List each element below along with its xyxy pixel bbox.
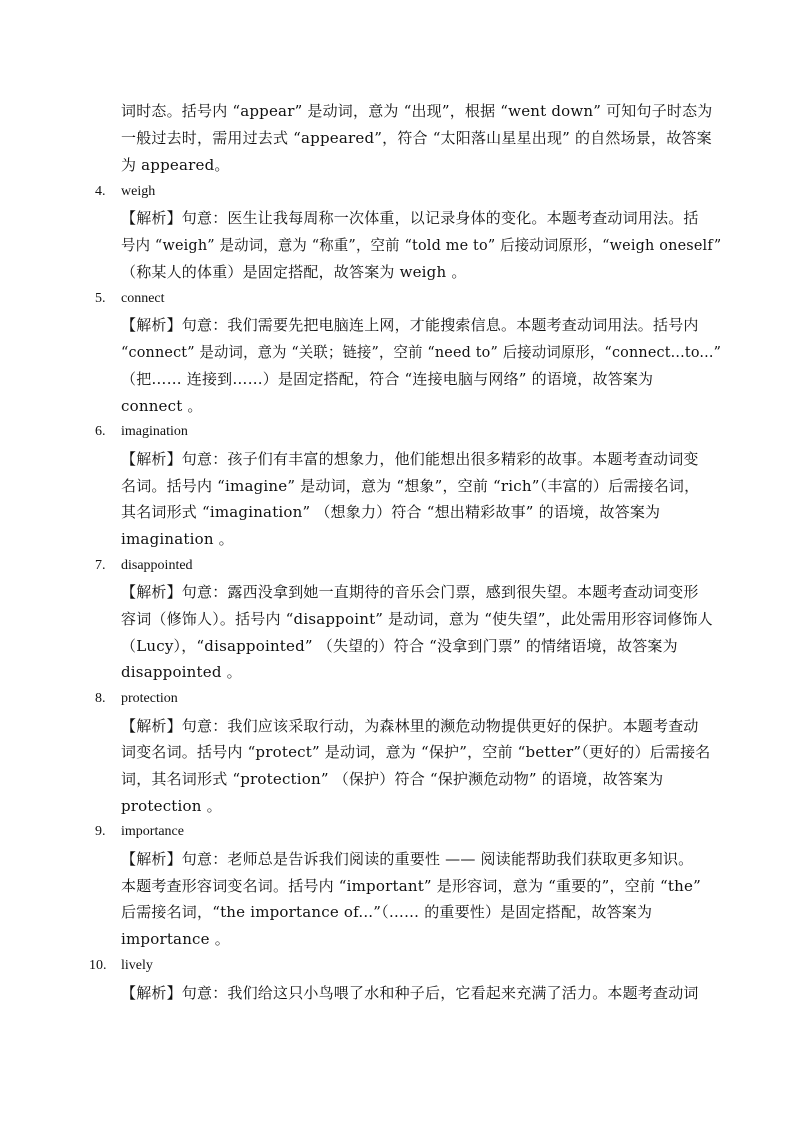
item-answer: protection xyxy=(121,691,178,706)
explanation-line: 【解析】句意：露西没拿到她一直期待的音乐会门票，感到很失望。本题考查动词变形 xyxy=(121,583,699,601)
explanation-line: （把…… 连接到……）是固定搭配，符合 “连接电脑与网络” 的语境，故答案为 xyxy=(121,370,654,388)
explanation-line: 后需接名词，“the importance of...”（…… 的重要性）是固定搭配，故答案为 xyxy=(121,903,653,921)
explanation-line: 其名词形式 “imagination” （想象力）符合 “想出精彩故事” 的语境，故答案为 xyxy=(121,503,661,521)
item-number: 9. xyxy=(95,824,106,839)
item-number: 4. xyxy=(95,184,106,199)
explanation-line: 名词。括号内 “imagine” 是动词，意为 “想象”，空前 “rich”（丰富的）后需接名词， xyxy=(121,477,700,495)
explanation-line: 【解析】句意：医生让我每周称一次体重，以记录身体的变化。本题考查动词用法。括 xyxy=(121,209,699,227)
explanation-line: 【解析】句意：老师总是告诉我们阅读的重要性 —— 阅读能帮助我们获取更多知识。 xyxy=(121,850,694,868)
explanation-line: 词变名词。括号内 “protect” 是动词，意为 “保护”，空前 “better”（更好的）后需接名 xyxy=(121,743,711,761)
item-number: 6. xyxy=(95,424,106,439)
explanation-line: protection 。 xyxy=(121,797,222,815)
item-answer: connect xyxy=(121,291,165,306)
explanation-line: 容词（修饰人）。括号内 “disappoint” 是动词，意为 “使失望”，此处需用形容词修饰人 xyxy=(121,610,713,628)
explanation-line: 【解析】句意：我们应该采取行动，为森林里的濒危动物提供更好的保护。本题考查动 xyxy=(121,717,699,735)
item-answer: weigh xyxy=(121,184,156,199)
item-answer: disappointed xyxy=(121,558,193,573)
item-number: 10. xyxy=(89,958,107,973)
explanation-line: 号内 “weigh” 是动词，意为 “称重”，空前 “told me to” 后接动词原形，“weigh oneself” xyxy=(121,236,722,254)
item-number: 7. xyxy=(95,558,106,573)
explanation-line: 本题考查形容词变名词。括号内 “important” 是形容词，意为 “重要的”，空前 “the” xyxy=(121,877,701,895)
explanation-line: importance 。 xyxy=(121,930,230,948)
continuation-line: 一般过去时，需用过去式 “appeared”，符合 “太阳落山星星出现” 的自然场景，故答案 xyxy=(121,129,712,147)
explanation-line: （称某人的体重）是固定搭配，故答案为 weigh 。 xyxy=(121,263,467,281)
item-answer: imagination xyxy=(121,424,188,439)
explanation-line: 【解析】句意：我们给这只小鸟喂了水和种子后，它看起来充满了活力。本题考查动词 xyxy=(121,984,699,1002)
item-number: 5. xyxy=(95,291,106,306)
explanation-line: imagination 。 xyxy=(121,530,234,548)
explanation-line: 词，其名词形式 “protection” （保护）符合 “保护濒危动物” 的语境，故答案为 xyxy=(121,770,664,788)
explanation-line: “connect” 是动词，意为 “关联；链接”，空前 “need to” 后接动词原形，“connect...to...” xyxy=(121,343,722,361)
item-number: 8. xyxy=(95,691,106,706)
explanation-line: 【解析】句意：孩子们有丰富的想象力，他们能想出很多精彩的故事。本题考查动词变 xyxy=(121,450,699,468)
explanation-line: 【解析】句意：我们需要先把电脑连上网，才能搜索信息。本题考查动词用法。括号内 xyxy=(121,316,699,334)
item-answer: lively xyxy=(121,958,153,973)
explanation-line: connect 。 xyxy=(121,397,203,415)
explanation-line: disappointed 。 xyxy=(121,663,242,681)
continuation-line: 为 appeared。 xyxy=(121,156,230,174)
continuation-line: 词时态。括号内 “appear” 是动词，意为 “出现”，根据 “went down” 可知句子时态为 xyxy=(121,102,713,120)
explanation-line: （Lucy），“disappointed” （失望的）符合 “没拿到门票” 的情绪语境，故答案为 xyxy=(121,637,678,655)
item-answer: importance xyxy=(121,824,184,839)
